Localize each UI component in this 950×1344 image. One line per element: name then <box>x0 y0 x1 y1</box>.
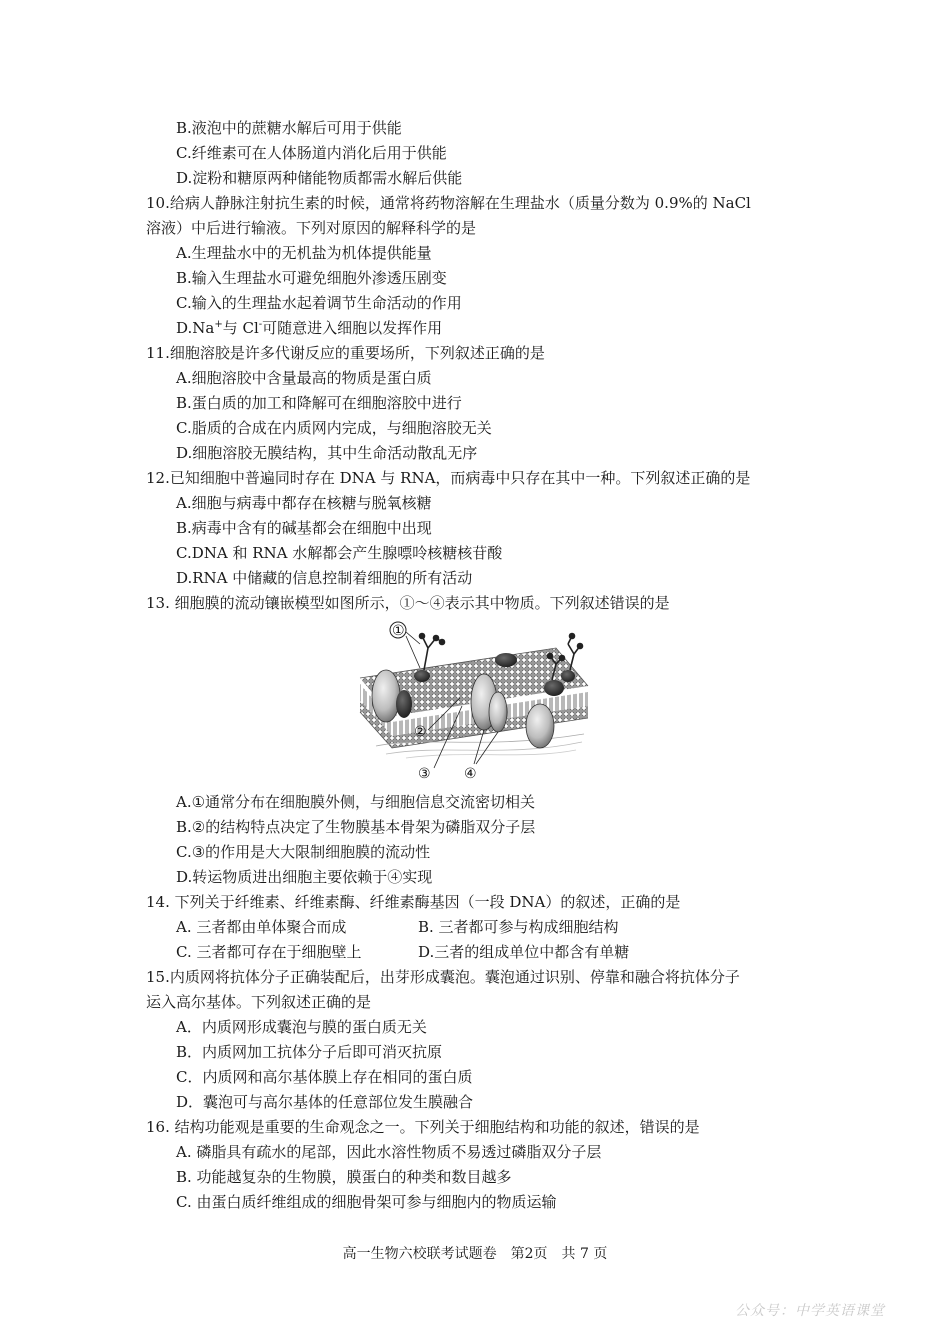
q10-option-b: B.输入生理盐水可避免细胞外渗透压剧变 <box>176 269 447 287</box>
q14-stem: 14. 下列关于纤维素、纤维素酶、纤维素酶基因（一段 DNA）的叙述，正确的是 <box>146 893 681 911</box>
q15-option-c: C．内质网和高尔基体膜上存在相同的蛋白质 <box>176 1068 473 1086</box>
q13-option-a: A.①通常分布在细胞膜外侧，与细胞信息交流密切相关 <box>176 793 536 811</box>
q16-stem: 16. 结构功能观是重要的生命观念之一。下列关于细胞结构和功能的叙述，错误的是 <box>146 1118 700 1136</box>
figure-label-1: ① <box>392 623 405 639</box>
q13-stem: 13. 细胞膜的流动镶嵌模型如图所示，①～④表示其中物质。下列叙述错误的是 <box>146 594 670 612</box>
q9-option-c: C.纤维素可在人体肠道内消化后用于供能 <box>176 144 447 162</box>
q12-option-c: C.DNA 和 RNA 水解都会产生腺嘌呤核糖核苷酸 <box>176 544 503 562</box>
fluid-mosaic-model-diagram <box>356 618 592 788</box>
q10-d-sup-minus: - <box>258 319 263 330</box>
figure-label-2: ② <box>414 724 427 740</box>
q13-option-b: B.②的结构特点决定了生物膜基本骨架为磷脂双分子层 <box>176 818 536 836</box>
q10-d-sup-plus: + <box>214 319 223 330</box>
q11-option-a: A.细胞溶胶中含量最高的物质是蛋白质 <box>176 369 432 387</box>
q15-stem-line2: 运入高尔基体。下列叙述正确的是 <box>146 993 372 1011</box>
q12-option-d: D.RNA 中储藏的信息控制着细胞的所有活动 <box>176 569 473 587</box>
q13-option-c: C.③的作用是大大限制细胞膜的流动性 <box>176 843 431 861</box>
q12-option-a: A.细胞与病毒中都存在核糖与脱氧核糖 <box>176 494 432 512</box>
q9-option-d: D.淀粉和糖原两种储能物质都需水解后供能 <box>176 169 463 187</box>
q14-option-d: D.三者的组成单位中都含有单糖 <box>418 943 630 961</box>
q14-option-b: B. 三者都可参与构成细胞结构 <box>418 918 619 936</box>
q10-stem-line1: 10.给病人静脉注射抗生素的时候，通常将药物溶解在生理盐水（质量分数为 0.9%的 NaCl <box>146 194 751 212</box>
q14-option-a: A. 三者都由单体聚合而成 <box>176 918 347 936</box>
q14-option-c: C. 三者都可存在于细胞壁上 <box>176 943 362 961</box>
q10-option-a: A.生理盐水中的无机盐为机体提供能量 <box>176 244 432 262</box>
q15-option-d: D．囊泡可与高尔基体的任意部位发生膜融合 <box>176 1093 474 1111</box>
q11-option-c: C.脂质的合成在内质网内完成，与细胞溶胶无关 <box>176 419 492 437</box>
q15-option-b: B．内质网加工抗体分子后即可消灭抗原 <box>176 1043 443 1061</box>
q10-d-suffix: 可随意进入细胞以发挥作用 <box>262 319 443 337</box>
q9-option-b: B.液泡中的蔗糖水解后可用于供能 <box>176 119 402 137</box>
q10-option-c: C.输入的生理盐水起着调节生命活动的作用 <box>176 294 462 312</box>
q12-stem: 12.已知细胞中普遍同时存在 DNA 与 RNA，而病毒中只存在其中一种。下列叙述正确的是 <box>146 469 751 487</box>
label-1-group <box>390 622 420 668</box>
q13-option-d: D.转运物质进出细胞主要依赖于④实现 <box>176 868 433 886</box>
figure-label-4: ④ <box>464 766 477 782</box>
q16-option-a: A. 磷脂具有疏水的尾部，因此水溶性物质不易透过磷脂双分子层 <box>176 1143 602 1161</box>
q15-stem-line1: 15.内质网将抗体分子正确装配后，出芽形成囊泡。囊泡通过识别、停靠和融合将抗体分子 <box>146 968 740 986</box>
q14-options-row2 <box>176 942 776 962</box>
q16-option-b: B. 功能越复杂的生物膜，膜蛋白的种类和数目越多 <box>176 1168 512 1186</box>
q11-option-d: D.细胞溶胶无膜结构，其中生命活动散乱无序 <box>176 444 478 462</box>
q14-options-row1 <box>176 917 776 937</box>
q10-option-d <box>176 318 442 338</box>
watermark: 公众号：中学英语课堂 <box>735 1303 885 1319</box>
q11-stem: 11.细胞溶胶是许多代谢反应的重要场所，下列叙述正确的是 <box>146 344 545 362</box>
q16-option-c: C. 由蛋白质纤维组成的细胞骨架可参与细胞内的物质运输 <box>176 1193 557 1211</box>
cell-membrane-figure <box>356 618 592 788</box>
q15-option-a: A．内质网形成囊泡与膜的蛋白质无关 <box>176 1018 427 1036</box>
q10-d-prefix: D.Na <box>176 319 215 337</box>
q10-stem-line2: 溶液）中后进行输液。下列对原因的解释科学的是 <box>146 219 477 237</box>
page-footer: 高一生物六校联考试题卷 第2页 共 7 页 <box>342 1246 608 1262</box>
q12-option-b: B.病毒中含有的碱基都会在细胞中出现 <box>176 519 432 537</box>
figure-label-3: ③ <box>418 766 431 782</box>
q11-option-b: B.蛋白质的加工和降解可在细胞溶胶中进行 <box>176 394 462 412</box>
q10-d-mid: 与 Cl <box>222 319 259 337</box>
